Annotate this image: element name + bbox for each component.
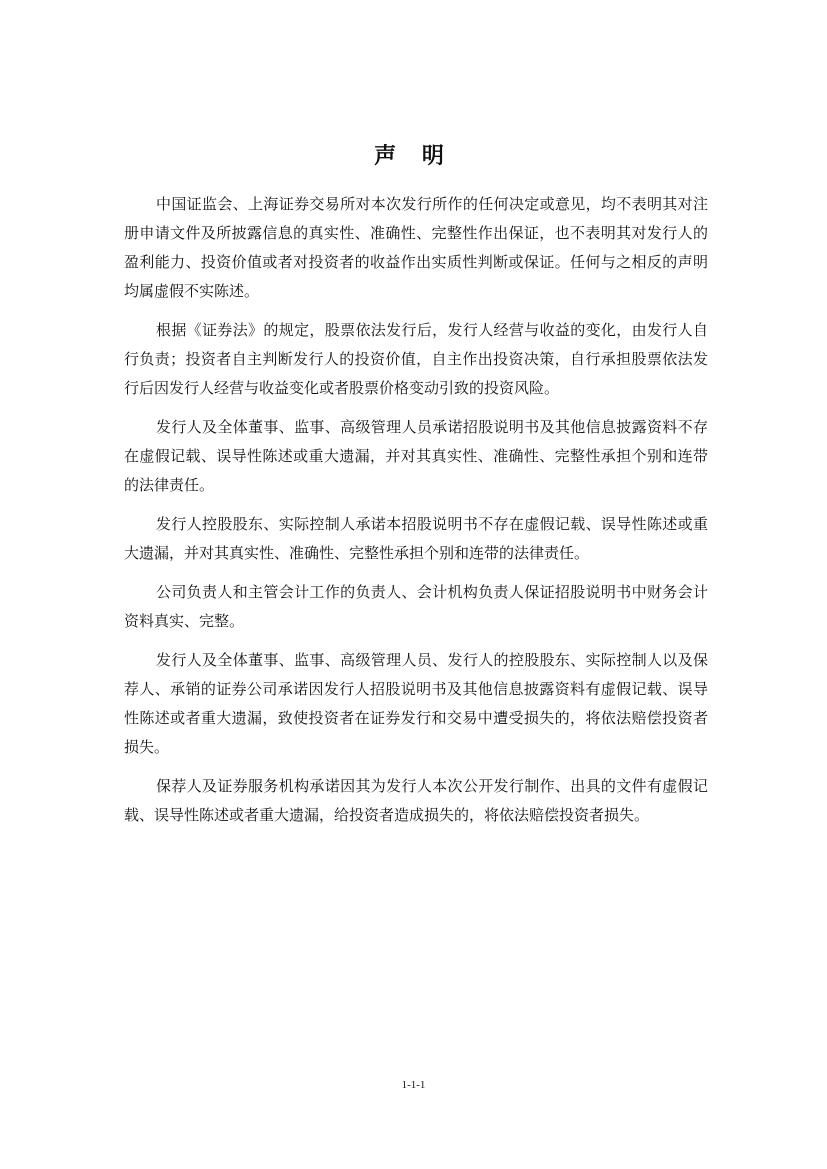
paragraph-securities-law-risk: 根据《证券法》的规定，股票依法发行后，发行人经营与收益的变化，由发行人自行负责；投资者自主判断发行人的投资价值，自主作出投资决策，自行承担股票依法发行后因发行人经营与收益变化或者股票价格变动引致的投资风险。 bbox=[124, 321, 708, 397]
paragraph-financial-accuracy: 公司负责人和主管会计工作的负责人、会计机构负责人保证招股说明书中财务会计资料真实、完整。 bbox=[124, 583, 708, 630]
statement-body bbox=[124, 190, 708, 840]
paragraph-sponsor-commitment: 保荐人及证券服务机构承诺因其为发行人本次公开发行制作、出具的文件有虚假记载、误导性陈述或者重大遗漏，给投资者造成损失的，将依法赔偿投资者损失。 bbox=[124, 777, 708, 824]
paragraph-regulator-disclaimer: 中国证监会、上海证券交易所对本次发行所作的任何决定或意见，均不表明其对注册申请文件及所披露信息的真实性、准确性、完整性作出保证，也不表明其对发行人的盈利能力、投资价值或者对投资者的收益作出实质性判断或保证。任何与之相反的声明均属虚假不实陈述。 bbox=[124, 195, 708, 300]
paragraph-compensation-commitment: 发行人及全体董事、监事、高级管理人员、发行人的控股股东、实际控制人以及保荐人、承销的证券公司承诺因发行人招股说明书及其他信息披露资料有虚假记载、误导性陈述或者重大遗漏，致使投资者在证券发行和交易中遭受损失的，将依法赔偿投资者损失。 bbox=[124, 651, 708, 756]
paragraph-directors-commitment: 发行人及全体董事、监事、高级管理人员承诺招股说明书及其他信息披露资料不存在虚假记载、误导性陈述或重大遗漏，并对其真实性、准确性、完整性承担个别和连带的法律责任。 bbox=[124, 418, 708, 494]
page-title: 声 明 bbox=[374, 144, 453, 169]
page-number: 1-1-1 bbox=[401, 1079, 426, 1091]
paragraph-controlling-shareholder-commitment: 发行人控股股东、实际控制人承诺本招股说明书不存在虚假记载、误导性陈述或重大遗漏，并对其真实性、准确性、完整性承担个别和连带的法律责任。 bbox=[124, 515, 708, 562]
